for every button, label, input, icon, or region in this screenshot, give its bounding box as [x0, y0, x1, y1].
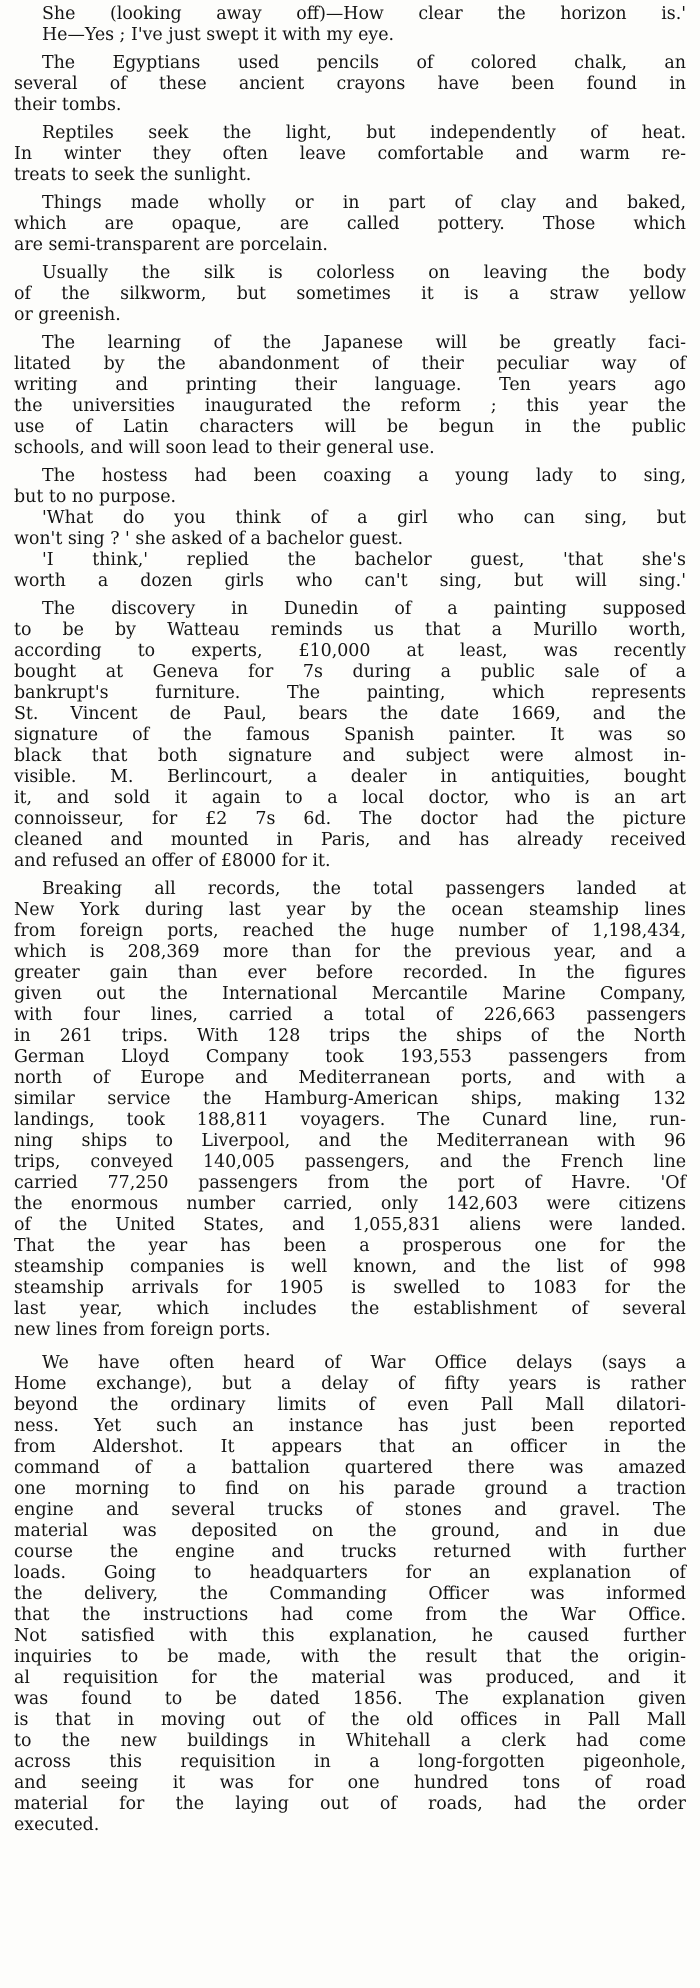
- text-line: al requisition for the material was produced, and it: [14, 1668, 686, 1688]
- text-line: last year, which includes the establishment of several: [14, 1299, 686, 1319]
- text-line: worth a dozen girls who can't sing, but will sing.': [14, 571, 686, 591]
- text-line: landings, took 188,811 voyagers. The Cunard line, run-: [14, 1110, 686, 1130]
- text-line: The learning of the Japanese will be greatly faci-: [42, 333, 686, 353]
- text-line: treats to seek the sunlight.: [14, 165, 252, 185]
- text-line: carried 77,250 passengers from the port of Havre. 'Of: [14, 1173, 686, 1193]
- text-line: inquiries to be made, with the result that the origin-: [14, 1647, 686, 1667]
- text-line: the enormous number carried, only 142,603 were citizens: [14, 1194, 686, 1214]
- text-line: The Egyptians used pencils of colored chalk, an: [42, 53, 686, 73]
- text-line: which are opaque, are called pottery. Those which: [14, 214, 686, 234]
- text-line: ning ships to Liverpool, and the Mediterranean with 96: [14, 1131, 686, 1151]
- text-line: of the United States, and 1,055,831 aliens were landed.: [14, 1215, 686, 1235]
- paragraph-murillo-painting: [14, 599, 686, 872]
- text-line: connoisseur, for £2 7s 6d. The doctor had the picture: [14, 809, 686, 829]
- paragraph-silk: [14, 263, 686, 326]
- text-line: according to experts, £10,000 at least, was recently: [14, 641, 686, 661]
- text-line: ness. Yet such an instance has just been reported: [14, 1416, 686, 1436]
- text-line: The discovery in Dunedin of a painting supposed: [42, 599, 686, 619]
- paragraph-steamship-passengers: [14, 879, 686, 1341]
- paragraph-horizon-joke: [14, 4, 686, 46]
- text-line: The hostess had been coaxing a young lady to sing,: [42, 466, 686, 486]
- text-line: new lines from foreign ports.: [14, 1320, 271, 1340]
- text-line: In winter they often leave comfortable and warm re-: [14, 144, 686, 164]
- paragraph-pottery: [14, 193, 686, 256]
- text-line: Not satisfied with this explanation, he caused further: [14, 1626, 686, 1646]
- text-line: We have often heard of War Office delays (says a: [42, 1353, 686, 1373]
- text-line: Usually the silk is colorless on leaving the body: [42, 263, 686, 283]
- text-line: steamship companies is well known, and the list of 998: [14, 1257, 686, 1277]
- text-line: the universities inaugurated the reform ; this year the: [14, 396, 686, 416]
- text-line: which is 208,369 more than for the previous year, and a: [14, 942, 686, 962]
- paragraph-japanese-writing: [14, 333, 686, 459]
- text-line: Reptiles seek the light, but independently of heat.: [42, 123, 686, 143]
- text-line: to be by Watteau reminds us that a Murillo worth,: [14, 620, 686, 640]
- text-line: to the new buildings in Whitehall a clerk had come: [14, 1731, 686, 1751]
- text-line: north of Europe and Mediterranean ports, and with a: [14, 1068, 686, 1088]
- text-line: greater gain than ever before recorded. In the figures: [14, 963, 686, 983]
- text-line: beyond the ordinary limits of even Pall Mall dilatori-: [14, 1395, 686, 1415]
- text-line: St. Vincent de Paul, bears the date 1669, and the: [14, 704, 686, 724]
- text-line: That the year has been a prosperous one for the: [14, 1236, 686, 1256]
- text-line: in 261 trips. With 128 trips the ships of the North: [14, 1026, 686, 1046]
- text-line: from Aldershot. It appears that an officer in the: [14, 1437, 686, 1457]
- paragraph-egyptian-pencils: [14, 53, 686, 116]
- text-line: litated by the abandonment of their peculiar way of: [14, 354, 686, 374]
- text-line: signature of the famous Spanish painter. It was so: [14, 725, 686, 745]
- text-line: visible. M. Berlincourt, a dealer in antiquities, bought: [14, 767, 686, 787]
- text-line: New York during last year by the ocean steamship lines: [14, 900, 686, 920]
- text-line: given out the International Mercantile Marine Company,: [14, 984, 686, 1004]
- text-line: with four lines, carried a total of 226,663 passengers: [14, 1005, 686, 1025]
- text-line: bankrupt's furniture. The painting, which represents: [14, 683, 686, 703]
- text-line: won't sing ? ' she asked of a bachelor guest.: [14, 529, 404, 549]
- text-line: but to no purpose.: [14, 487, 177, 507]
- text-line: black that both signature and subject were almost in-: [14, 746, 686, 766]
- text-line: material was deposited on the ground, and in due: [14, 1521, 686, 1541]
- text-line: similar service the Hamburg-American ships, making 132: [14, 1089, 686, 1109]
- paragraph-hostess-joke: [14, 466, 686, 592]
- text-line: are semi-transparent are porcelain.: [14, 235, 328, 255]
- paragraph-reptiles: [14, 123, 686, 186]
- text-line: bought at Geneva for 7s during a public sale of a: [14, 662, 686, 682]
- text-line: command of a battalion quartered there was amazed: [14, 1458, 686, 1478]
- text-line: one morning to find on his parade ground a traction: [14, 1479, 686, 1499]
- text-line: the delivery, the Commanding Officer was informed: [14, 1584, 686, 1604]
- paragraph-war-office-delay: [14, 1353, 686, 1836]
- text-line: schools, and will soon lead to their general use.: [14, 438, 435, 458]
- text-line: Things made wholly or in part of clay and baked,: [42, 193, 686, 213]
- text-line: is that in moving out of the old offices in Pall Mall: [14, 1710, 686, 1730]
- text-line: material for the laying out of roads, had the order: [14, 1794, 686, 1814]
- text-line: trips, conveyed 140,005 passengers, and the French line: [14, 1152, 686, 1172]
- text-line: Breaking all records, the total passengers landed at: [42, 879, 686, 899]
- text-line: He—Yes ; I've just swept it with my eye.: [42, 25, 395, 45]
- text-line: cleaned and mounted in Paris, and has already received: [14, 830, 686, 850]
- text-line: 'I think,' replied the bachelor guest, 'that she's: [42, 550, 686, 570]
- text-line: engine and several trucks of stones and gravel. The: [14, 1500, 686, 1520]
- text-line: course the engine and trucks returned with further: [14, 1542, 686, 1562]
- text-line: use of Latin characters will be begun in the public: [14, 417, 686, 437]
- text-line: across this requisition in a long-forgotten pigeonhole,: [14, 1752, 686, 1772]
- text-line: of the silkworm, but sometimes it is a straw yellow: [14, 284, 686, 304]
- text-line: it, and sold it again to a local doctor, who is an art: [14, 788, 686, 808]
- text-line: She (looking away off)—How clear the horizon is.': [42, 4, 686, 24]
- text-line: Home exchange), but a delay of fifty years is rather: [14, 1374, 686, 1394]
- text-line: executed.: [14, 1815, 100, 1835]
- text-line: loads. Going to headquarters for an explanation of: [14, 1563, 686, 1583]
- text-line: from foreign ports, reached the huge number of 1,198,434,: [14, 921, 686, 941]
- text-line: German Lloyd Company took 193,553 passengers from: [14, 1047, 686, 1067]
- text-line: or greenish.: [14, 305, 121, 325]
- text-line: several of these ancient crayons have been found in: [14, 74, 686, 94]
- text-line: that the instructions had come from the War Office.: [14, 1605, 686, 1625]
- text-line: their tombs.: [14, 95, 122, 115]
- text-line: 'What do you think of a girl who can sing, but: [42, 508, 686, 528]
- text-line: steamship arrivals for 1905 is swelled to 1083 for the: [14, 1278, 686, 1298]
- text-line: writing and printing their language. Ten years ago: [14, 375, 686, 395]
- text-line: and seeing it was for one hundred tons of road: [14, 1773, 686, 1793]
- text-line: was found to be dated 1856. The explanation given: [14, 1689, 686, 1709]
- text-line: and refused an offer of £8000 for it.: [14, 851, 331, 871]
